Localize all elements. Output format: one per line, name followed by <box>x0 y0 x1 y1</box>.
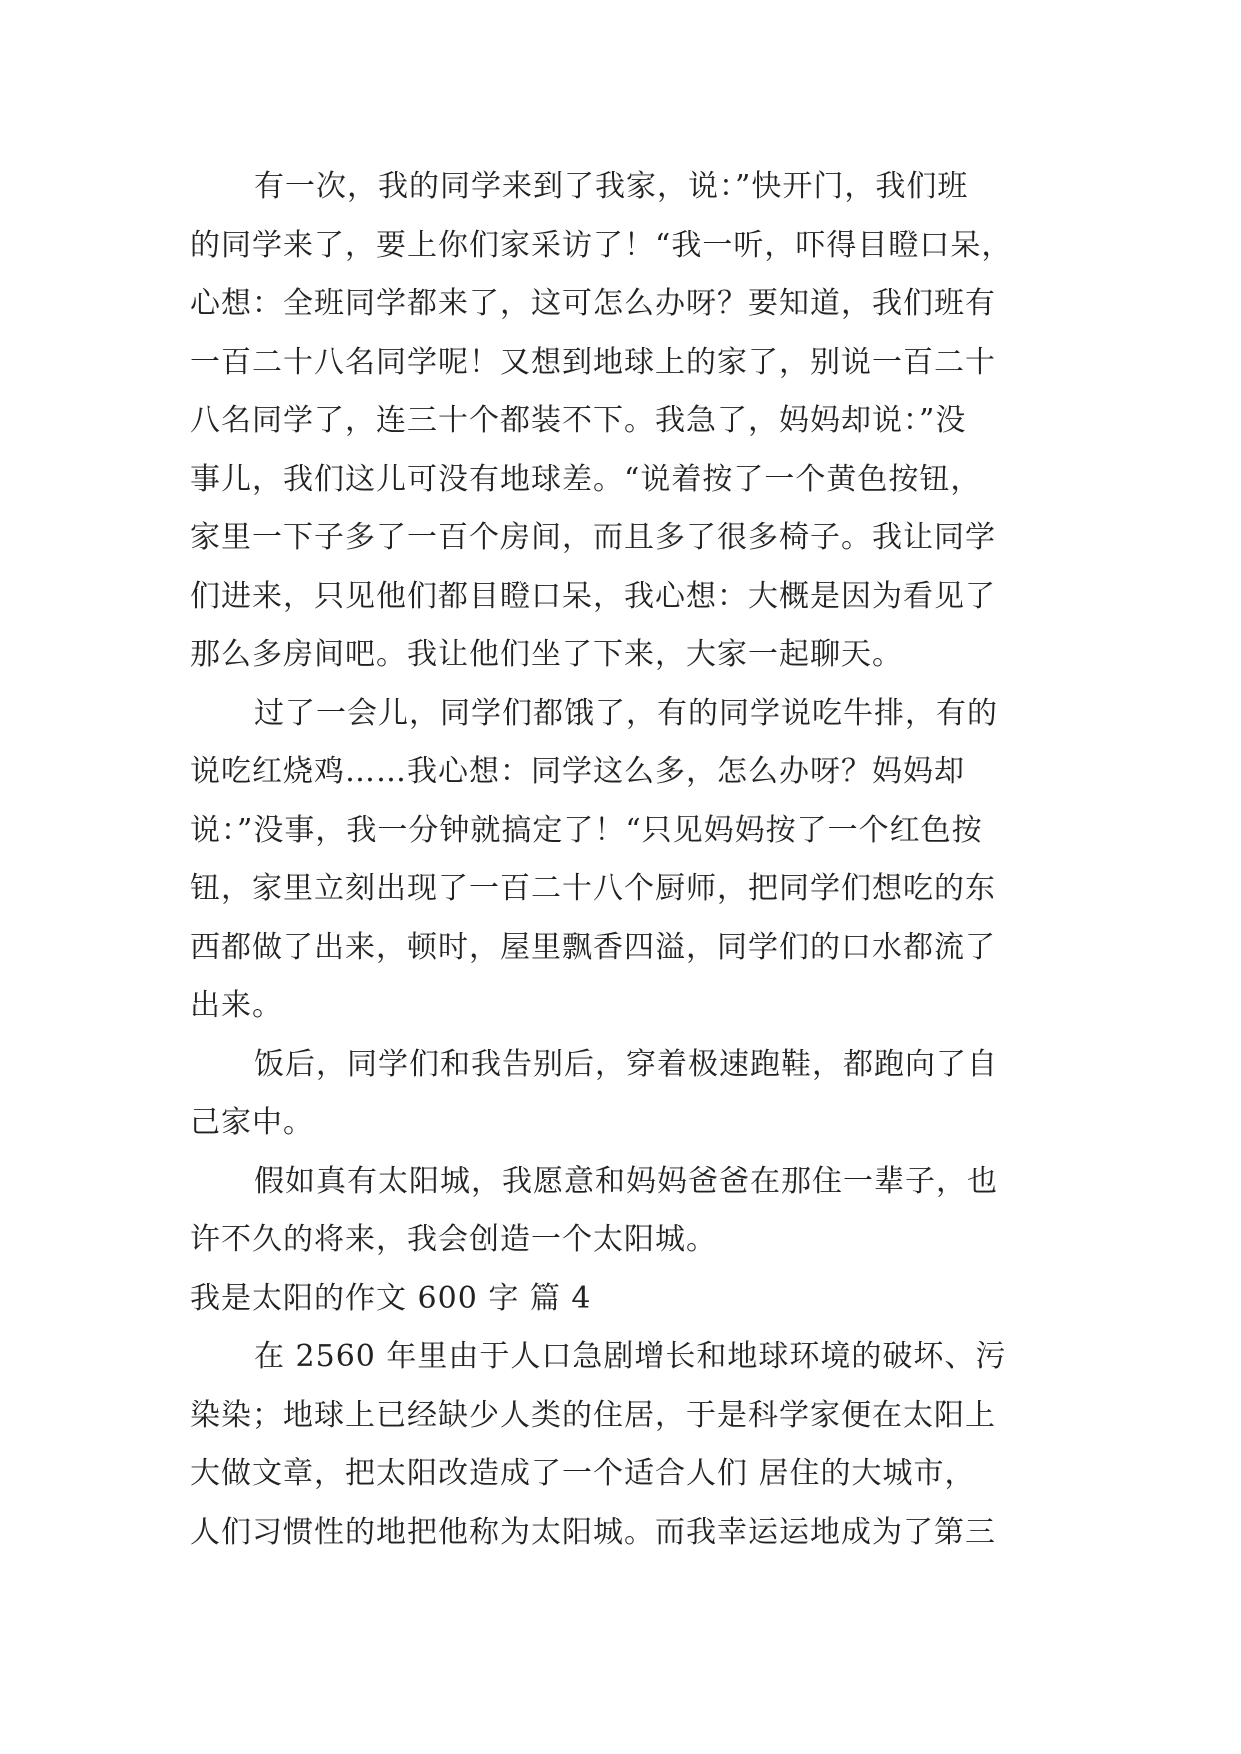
text-line: 己家中。 <box>190 1105 314 1140</box>
text-line: 有一次，我的同学来到了我家，说：”快开门，我们班 <box>254 169 969 204</box>
text-line: 家里一下子多了一百个房间，而且多了很多椅子。我让同学 <box>190 520 996 555</box>
text-line: 过了一会儿，同学们都饿了，有的同学说吃牛排，有的 <box>254 695 998 731</box>
text-line: 心想：全班同学都来了，这可怎么办呀？要知道，我们班有 <box>190 286 996 321</box>
text-line: 们进来，只见他们都目瞪口呆，我心想：大概是因为看见了 <box>190 578 996 614</box>
text-line: 染染；地球上已经缺少人类的住居，于是科学家便在太阳上 <box>190 1397 996 1433</box>
text-line: 饭后，同学们和我告别后，穿着极速跑鞋，都跑向了自 <box>254 1046 998 1082</box>
text-line: 那么多房间吧。我让他们坐了下来，大家一起聊天。 <box>190 637 903 672</box>
text-line: 西都做了出来，顿时，屋里飘香四溢，同学们的口水都流了 <box>190 929 996 965</box>
text-line: 人们习惯性的地把他称为太阳城。而我幸运运地成为了第三 <box>190 1514 996 1550</box>
text-line: 钮，家里立刻出现了一百二十八个厨师，把同学们想吃的东 <box>190 871 996 906</box>
text-line: 一百二十八名同学呢！又想到地球上的家了，别说一百二十 <box>190 344 996 380</box>
text-line: 在 2560 年里由于人口急剧增长和地球环境的破坏、污 <box>254 1339 1007 1374</box>
text-line: 事儿，我们这儿可没有地球差。“说着按了一个黄色按钮， <box>190 461 982 497</box>
text-line: 说吃红烧鸡……我心想：同学这么多，怎么办呀？妈妈却 <box>190 754 965 789</box>
text-line: 许不久的将来，我会创造一个太阳城。 <box>190 1222 717 1257</box>
text-line: 说：”没事，我一分钟就搞定了！“只见妈妈按了一个红色按 <box>190 812 983 848</box>
text-line: 的同学来了，要上你们家采访了！“我一听，吓得目瞪口呆， <box>190 227 1013 263</box>
text-line: 假如真有太阳城，我愿意和妈妈爸爸在那住一辈子，也 <box>254 1163 998 1199</box>
document-body <box>190 158 1065 1562</box>
text-line: 大做文章，把太阳改造成了一个适合人们 居住的大城市， <box>190 1456 976 1491</box>
text-line: 八名同学了，连三十个都装不下。我急了，妈妈却说：”没 <box>190 403 967 438</box>
section-heading: 我是太阳的作文 600 字 篇 4 <box>190 1280 592 1316</box>
text-line: 出来。 <box>190 988 283 1023</box>
